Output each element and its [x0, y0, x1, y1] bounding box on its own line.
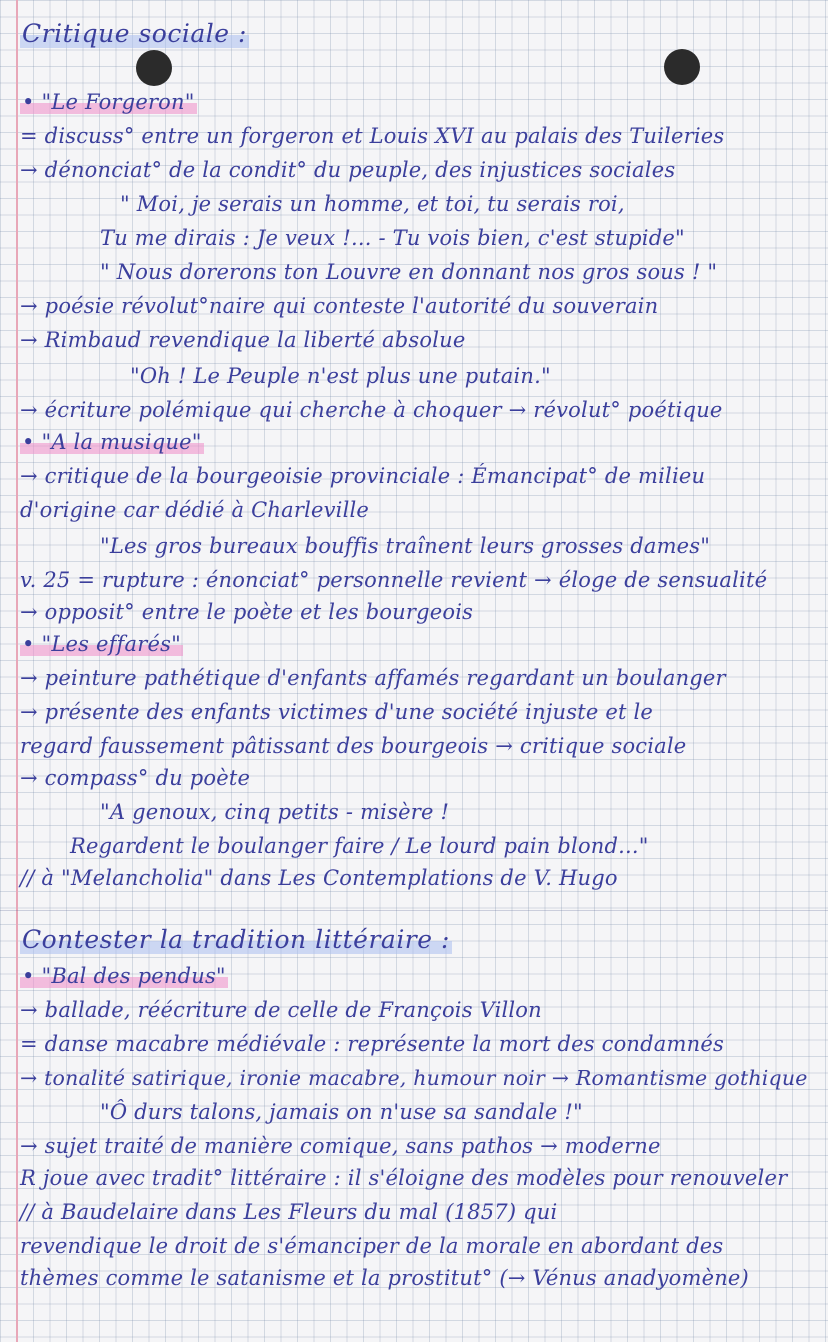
- note-line: → critique de la bourgeoisie provinciale : Émancipat° de milieu: [20, 464, 706, 488]
- note-line: // à "Melancholia" dans Les Contemplations de V. Hugo: [20, 866, 618, 890]
- quote-line: "Les gros bureaux bouffis traînent leurs grosses dames": [100, 534, 711, 558]
- note-line: → dénonciat° de la condit° du peuple, des injustices sociales: [20, 158, 676, 182]
- note-line: thèmes comme le satanisme et la prostitut° (→ Vénus anadyomène): [20, 1266, 749, 1290]
- section-divider: [0, 910, 828, 911]
- section-title-contester-tradition: Contester la tradition littéraire :: [22, 925, 450, 954]
- punch-hole-left: [136, 50, 172, 86]
- quote-line: " Moi, je serais un homme, et toi, tu serais roi,: [120, 192, 625, 216]
- bullet-les-effares: • "Les effarés": [22, 632, 181, 656]
- note-line: → opposit° entre le poète et les bourgeois: [20, 600, 474, 624]
- quote-line: " Nous dorerons ton Louvre en donnant nos gros sous ! ": [100, 260, 718, 284]
- bullet-a-la-musique: • "A la musique": [22, 430, 202, 454]
- note-line: d'origine car dédié à Charleville: [20, 498, 370, 522]
- quote-line: Regardent le boulanger faire / Le lourd pain blond...": [70, 834, 649, 858]
- quote-line: Tu me dirais : Je veux !... - Tu vois bien, c'est stupide": [100, 226, 685, 250]
- note-line: → tonalité satirique, ironie macabre, humour noir → Romantisme gothique: [20, 1066, 808, 1090]
- note-line: → sujet traité de manière comique, sans pathos → moderne: [20, 1134, 661, 1158]
- section-title-critique-sociale: Critique sociale :: [22, 19, 247, 48]
- punch-hole-right: [664, 49, 700, 85]
- note-line: // à Baudelaire dans Les Fleurs du mal (1857) qui: [20, 1200, 558, 1224]
- quote-line: "Ô durs talons, jamais on n'use sa sandale !": [100, 1100, 583, 1124]
- note-line: regard faussement pâtissant des bourgeois → critique sociale: [20, 734, 687, 758]
- note-line: → poésie révolut°naire qui conteste l'autorité du souverain: [20, 294, 659, 318]
- note-line: → peinture pathétique d'enfants affamés regardant un boulanger: [20, 666, 726, 690]
- quote-line: "Oh ! Le Peuple n'est plus une putain.": [130, 364, 551, 388]
- note-line: → écriture polémique qui cherche à choquer → révolut° poétique: [20, 398, 723, 422]
- note-line: → Rimbaud revendique la liberté absolue: [20, 328, 466, 352]
- bullet-bal-des-pendus: • "Bal des pendus": [22, 964, 226, 988]
- note-line: v. 25 = rupture : énonciat° personnelle revient → éloge de sensualité: [20, 568, 768, 592]
- note-line: = discuss° entre un forgeron et Louis XVI au palais des Tuileries: [20, 124, 725, 148]
- note-line: R joue avec tradit° littéraire : il s'éloigne des modèles pour renouveler: [20, 1166, 788, 1190]
- note-line: → compass° du poète: [20, 766, 251, 790]
- margin-line: [16, 0, 18, 1342]
- note-line: revendique le droit de s'émanciper de la morale en abordant des: [20, 1234, 724, 1258]
- quote-line: "A genoux, cinq petits - misère !: [100, 800, 450, 824]
- note-line: = danse macabre médiévale : représente la mort des condamnés: [20, 1032, 724, 1056]
- bullet-le-forgeron: • "Le Forgeron": [22, 90, 195, 114]
- note-line: → présente des enfants victimes d'une société injuste et le: [20, 700, 654, 724]
- note-line: → ballade, réécriture de celle de François Villon: [20, 998, 542, 1022]
